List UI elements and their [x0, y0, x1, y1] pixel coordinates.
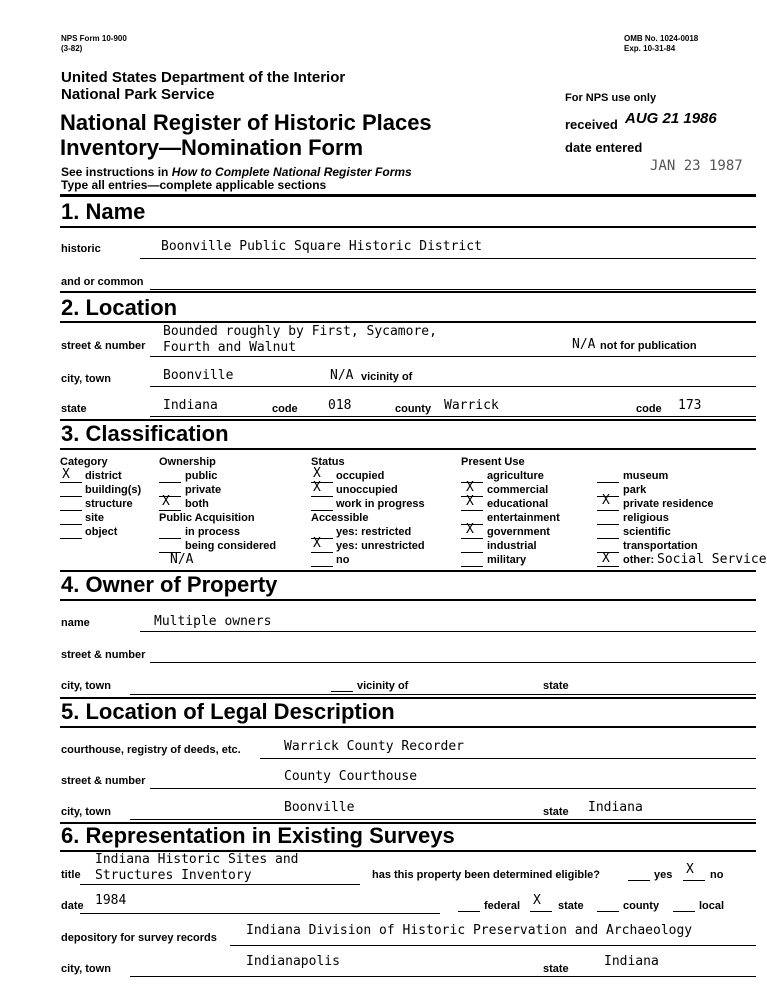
level-federal: federal: [484, 900, 521, 912]
use-transportation: transportation: [623, 540, 698, 552]
expiration: Exp. 10-31-84: [624, 44, 676, 53]
use-industrial: industrial: [487, 540, 537, 552]
checkbox-line: [60, 482, 82, 483]
category-site: site: [85, 512, 104, 524]
owner-state-label: state: [543, 680, 569, 692]
check-occupied[interactable]: X: [313, 466, 321, 481]
checkbox-line[interactable]: [60, 538, 82, 539]
eligible-no: no: [710, 869, 724, 881]
owner-vicinity-label: vicinity of: [357, 680, 409, 692]
field-line: [130, 694, 756, 695]
category-heading: Category: [60, 456, 108, 468]
received-stamp: AUG 21 1986: [625, 110, 717, 127]
courthouse-label: courthouse, registry of deeds, etc.: [61, 744, 241, 756]
acquisition-value[interactable]: N/A: [170, 552, 194, 567]
state-value[interactable]: Indiana: [163, 398, 218, 413]
state-label: state: [61, 403, 87, 415]
check-district[interactable]: X: [62, 467, 70, 482]
rule: [60, 321, 756, 323]
present-use-heading: Present Use: [461, 456, 525, 468]
level-state: state: [558, 900, 584, 912]
department-name: United States Department of the Interior: [61, 69, 346, 86]
checkbox-line: [461, 538, 483, 539]
use-museum: museum: [623, 470, 669, 482]
survey-date-value[interactable]: 1984: [95, 893, 127, 908]
instructions: [61, 165, 412, 179]
accessible-restricted: yes: restricted: [336, 526, 412, 538]
use-other: other:: [623, 554, 655, 566]
checkbox-line: [683, 880, 705, 881]
county-label: county: [395, 403, 432, 415]
owner-city-label: city, town: [61, 680, 111, 692]
checkbox-line: [461, 510, 483, 511]
checkbox-line[interactable]: [461, 566, 483, 567]
checkbox-line: [597, 566, 619, 567]
vicinity-value[interactable]: N/A: [330, 368, 354, 383]
check-private-residence[interactable]: X: [602, 493, 610, 508]
section-2-heading: 2. Location: [61, 295, 178, 320]
public-acquisition-heading: Public Acquisition: [159, 512, 255, 524]
use-educational: educational: [487, 498, 549, 510]
checkbox-line[interactable]: [597, 911, 619, 912]
legal-city-label: city, town: [61, 806, 111, 818]
survey-date-label: date: [61, 900, 84, 912]
form-title-2: Inventory—Nomination Form: [60, 135, 364, 160]
ownership-heading: Ownership: [159, 456, 216, 468]
use-scientific: scientific: [623, 526, 671, 538]
field-line: [230, 945, 756, 946]
section-6-heading: 6. Representation in Existing Surveys: [61, 823, 455, 848]
other-value[interactable]: Social Service: [657, 552, 767, 567]
check-unoccupied[interactable]: X: [313, 480, 321, 495]
level-county: county: [623, 900, 660, 912]
ownership-public: public: [185, 470, 218, 482]
checkbox-line[interactable]: [311, 510, 333, 511]
check-both[interactable]: X: [162, 494, 170, 509]
code-label: code: [272, 403, 298, 415]
instructions-line2: Type all entries—complete applicable sections: [61, 178, 327, 192]
checkbox-line[interactable]: [331, 691, 353, 692]
section-1-heading: 1. Name: [61, 199, 146, 224]
checkbox-line[interactable]: [628, 880, 650, 881]
common-name-label: and or common: [61, 276, 144, 288]
field-line: [150, 289, 756, 290]
courthouse-value[interactable]: Warrick County Recorder: [284, 739, 465, 754]
checkbox-line: [159, 510, 181, 511]
rule: [60, 194, 756, 197]
check-state-level[interactable]: X: [533, 893, 541, 908]
historic-label: historic: [61, 243, 101, 255]
city-label: city, town: [61, 373, 111, 385]
checkbox-line[interactable]: [159, 482, 181, 483]
section-4-heading: 4. Owner of Property: [61, 572, 278, 597]
accessible-no: no: [336, 554, 350, 566]
checkbox-line[interactable]: [159, 538, 181, 539]
accessible-unrestricted: yes: unrestricted: [336, 540, 425, 552]
category-district: district: [85, 470, 122, 482]
level-local: local: [699, 900, 725, 912]
use-entertainment: entertainment: [487, 512, 560, 524]
check-no-mark[interactable]: X: [686, 862, 694, 877]
check-other[interactable]: X: [602, 551, 610, 566]
category-object: object: [85, 526, 118, 538]
field-line: [150, 416, 756, 417]
checkbox-line[interactable]: [597, 524, 619, 525]
category-structure: structure: [85, 498, 133, 510]
survey-title-1[interactable]: Indiana Historic Sites and: [95, 852, 299, 867]
rule: [60, 448, 756, 450]
owner-street-label: street & number: [61, 649, 146, 661]
checkbox-line: [311, 552, 333, 553]
check-commercial[interactable]: X: [466, 480, 474, 495]
rule: [60, 599, 756, 601]
checkbox-line[interactable]: [597, 482, 619, 483]
check-government[interactable]: X: [466, 522, 474, 537]
checkbox-line[interactable]: [461, 552, 483, 553]
use-military: military: [487, 554, 527, 566]
check-educational[interactable]: X: [466, 494, 474, 509]
received-label: received: [565, 117, 618, 132]
section-3-heading: 3. Classification: [61, 421, 229, 446]
ownership-private: private: [185, 484, 222, 496]
field-line[interactable]: [150, 662, 756, 663]
legal-state-label: state: [543, 806, 569, 818]
ownership-both: both: [185, 498, 209, 510]
street-value-1[interactable]: Bounded roughly by First, Sycamore,: [163, 324, 437, 339]
county-code-label: code: [636, 403, 662, 415]
form-title-1: National Register of Historic Places: [60, 110, 432, 135]
depository-city-value[interactable]: Indianapolis: [246, 954, 340, 969]
checkbox-line[interactable]: [597, 538, 619, 539]
field-line: [140, 258, 756, 259]
checkbox-line[interactable]: [60, 510, 82, 511]
use-religious: religious: [623, 512, 669, 524]
legal-street-label: street & number: [61, 775, 146, 787]
acquisition-being-considered: being considered: [185, 540, 277, 552]
county-code-value[interactable]: 173: [678, 398, 702, 413]
checkbox-line: [530, 911, 552, 912]
use-private-residence: private residence: [623, 498, 714, 510]
field-line: [130, 819, 756, 820]
rule: [60, 291, 756, 293]
date-entered-label: date entered: [565, 140, 643, 155]
eligible-question: has this property been determined eligible?: [372, 869, 600, 881]
street-value-2[interactable]: Fourth and Walnut: [163, 340, 297, 355]
check-unrestricted[interactable]: X: [313, 536, 321, 551]
use-park: park: [623, 484, 647, 496]
legal-street-value[interactable]: County Courthouse: [284, 769, 418, 784]
depository-label: depository for survey records: [61, 932, 217, 944]
field-line: [150, 356, 756, 357]
status-heading: Status: [311, 456, 345, 468]
owner-name-label: name: [61, 617, 90, 629]
status-occupied: occupied: [336, 470, 385, 482]
omb-number: OMB No. 1024-0018: [624, 34, 699, 43]
field-line: [150, 788, 756, 789]
field-line: [260, 758, 756, 759]
checkbox-line[interactable]: [673, 911, 695, 912]
accessible-heading: Accessible: [311, 512, 369, 524]
field-line: [130, 976, 756, 977]
nps-use-label: For NPS use only: [565, 92, 657, 104]
legal-city-value[interactable]: Boonville: [284, 800, 355, 815]
status-unoccupied: unoccupied: [336, 484, 398, 496]
depository-value[interactable]: Indiana Division of Historic Preservation and Archaeology: [246, 923, 693, 938]
checkbox-line[interactable]: [60, 524, 82, 525]
category-buildings: building(s): [85, 484, 142, 496]
not-for-publication-label: not for publication: [600, 340, 697, 352]
rule: [60, 726, 756, 728]
instructions-title: How to Complete National Register Forms: [171, 165, 412, 179]
not-for-publication-value[interactable]: N/A: [572, 337, 596, 352]
instructions-prefix: See instructions in: [61, 165, 172, 179]
legal-state-value[interactable]: Indiana: [588, 800, 643, 815]
historic-name[interactable]: Boonville Public Square Historic District: [161, 239, 482, 254]
survey-title-2[interactable]: Structures Inventory: [95, 868, 252, 883]
checkbox-line[interactable]: [60, 496, 82, 497]
section-5-heading: 5. Location of Legal Description: [61, 699, 395, 724]
date-entered-stamp: JAN 23 1987: [650, 158, 743, 174]
use-government: government: [487, 526, 550, 538]
vicinity-label: vicinity of: [361, 371, 413, 383]
use-commercial: commercial: [487, 484, 549, 496]
use-agriculture: agriculture: [487, 470, 544, 482]
county-value[interactable]: Warrick: [444, 398, 499, 413]
form-revision: (3-82): [61, 44, 83, 53]
checkbox-line[interactable]: [311, 566, 333, 567]
checkbox-line: [597, 510, 619, 511]
field-line: [150, 386, 756, 387]
checkbox-line[interactable]: [458, 911, 480, 912]
rule: [60, 226, 756, 228]
form-number: NPS Form 10-900: [61, 34, 127, 43]
depository-state-label: state: [543, 963, 569, 975]
owner-name-value[interactable]: Multiple owners: [154, 614, 272, 629]
status-work-in-progress: work in progress: [336, 498, 425, 510]
survey-title-label: title: [61, 869, 81, 881]
checkbox-line: [311, 496, 333, 497]
eligible-yes: yes: [654, 869, 673, 881]
depository-state-value[interactable]: Indiana: [604, 954, 659, 969]
code-value[interactable]: 018: [328, 398, 352, 413]
acquisition-in-process: in process: [185, 526, 241, 538]
street-label: street & number: [61, 340, 146, 352]
city-value[interactable]: Boonville: [163, 368, 234, 383]
field-line: [80, 913, 440, 914]
field-line: [140, 631, 756, 632]
depository-city-label: city, town: [61, 963, 111, 975]
service-name: National Park Service: [61, 86, 215, 103]
field-line: [80, 884, 360, 885]
